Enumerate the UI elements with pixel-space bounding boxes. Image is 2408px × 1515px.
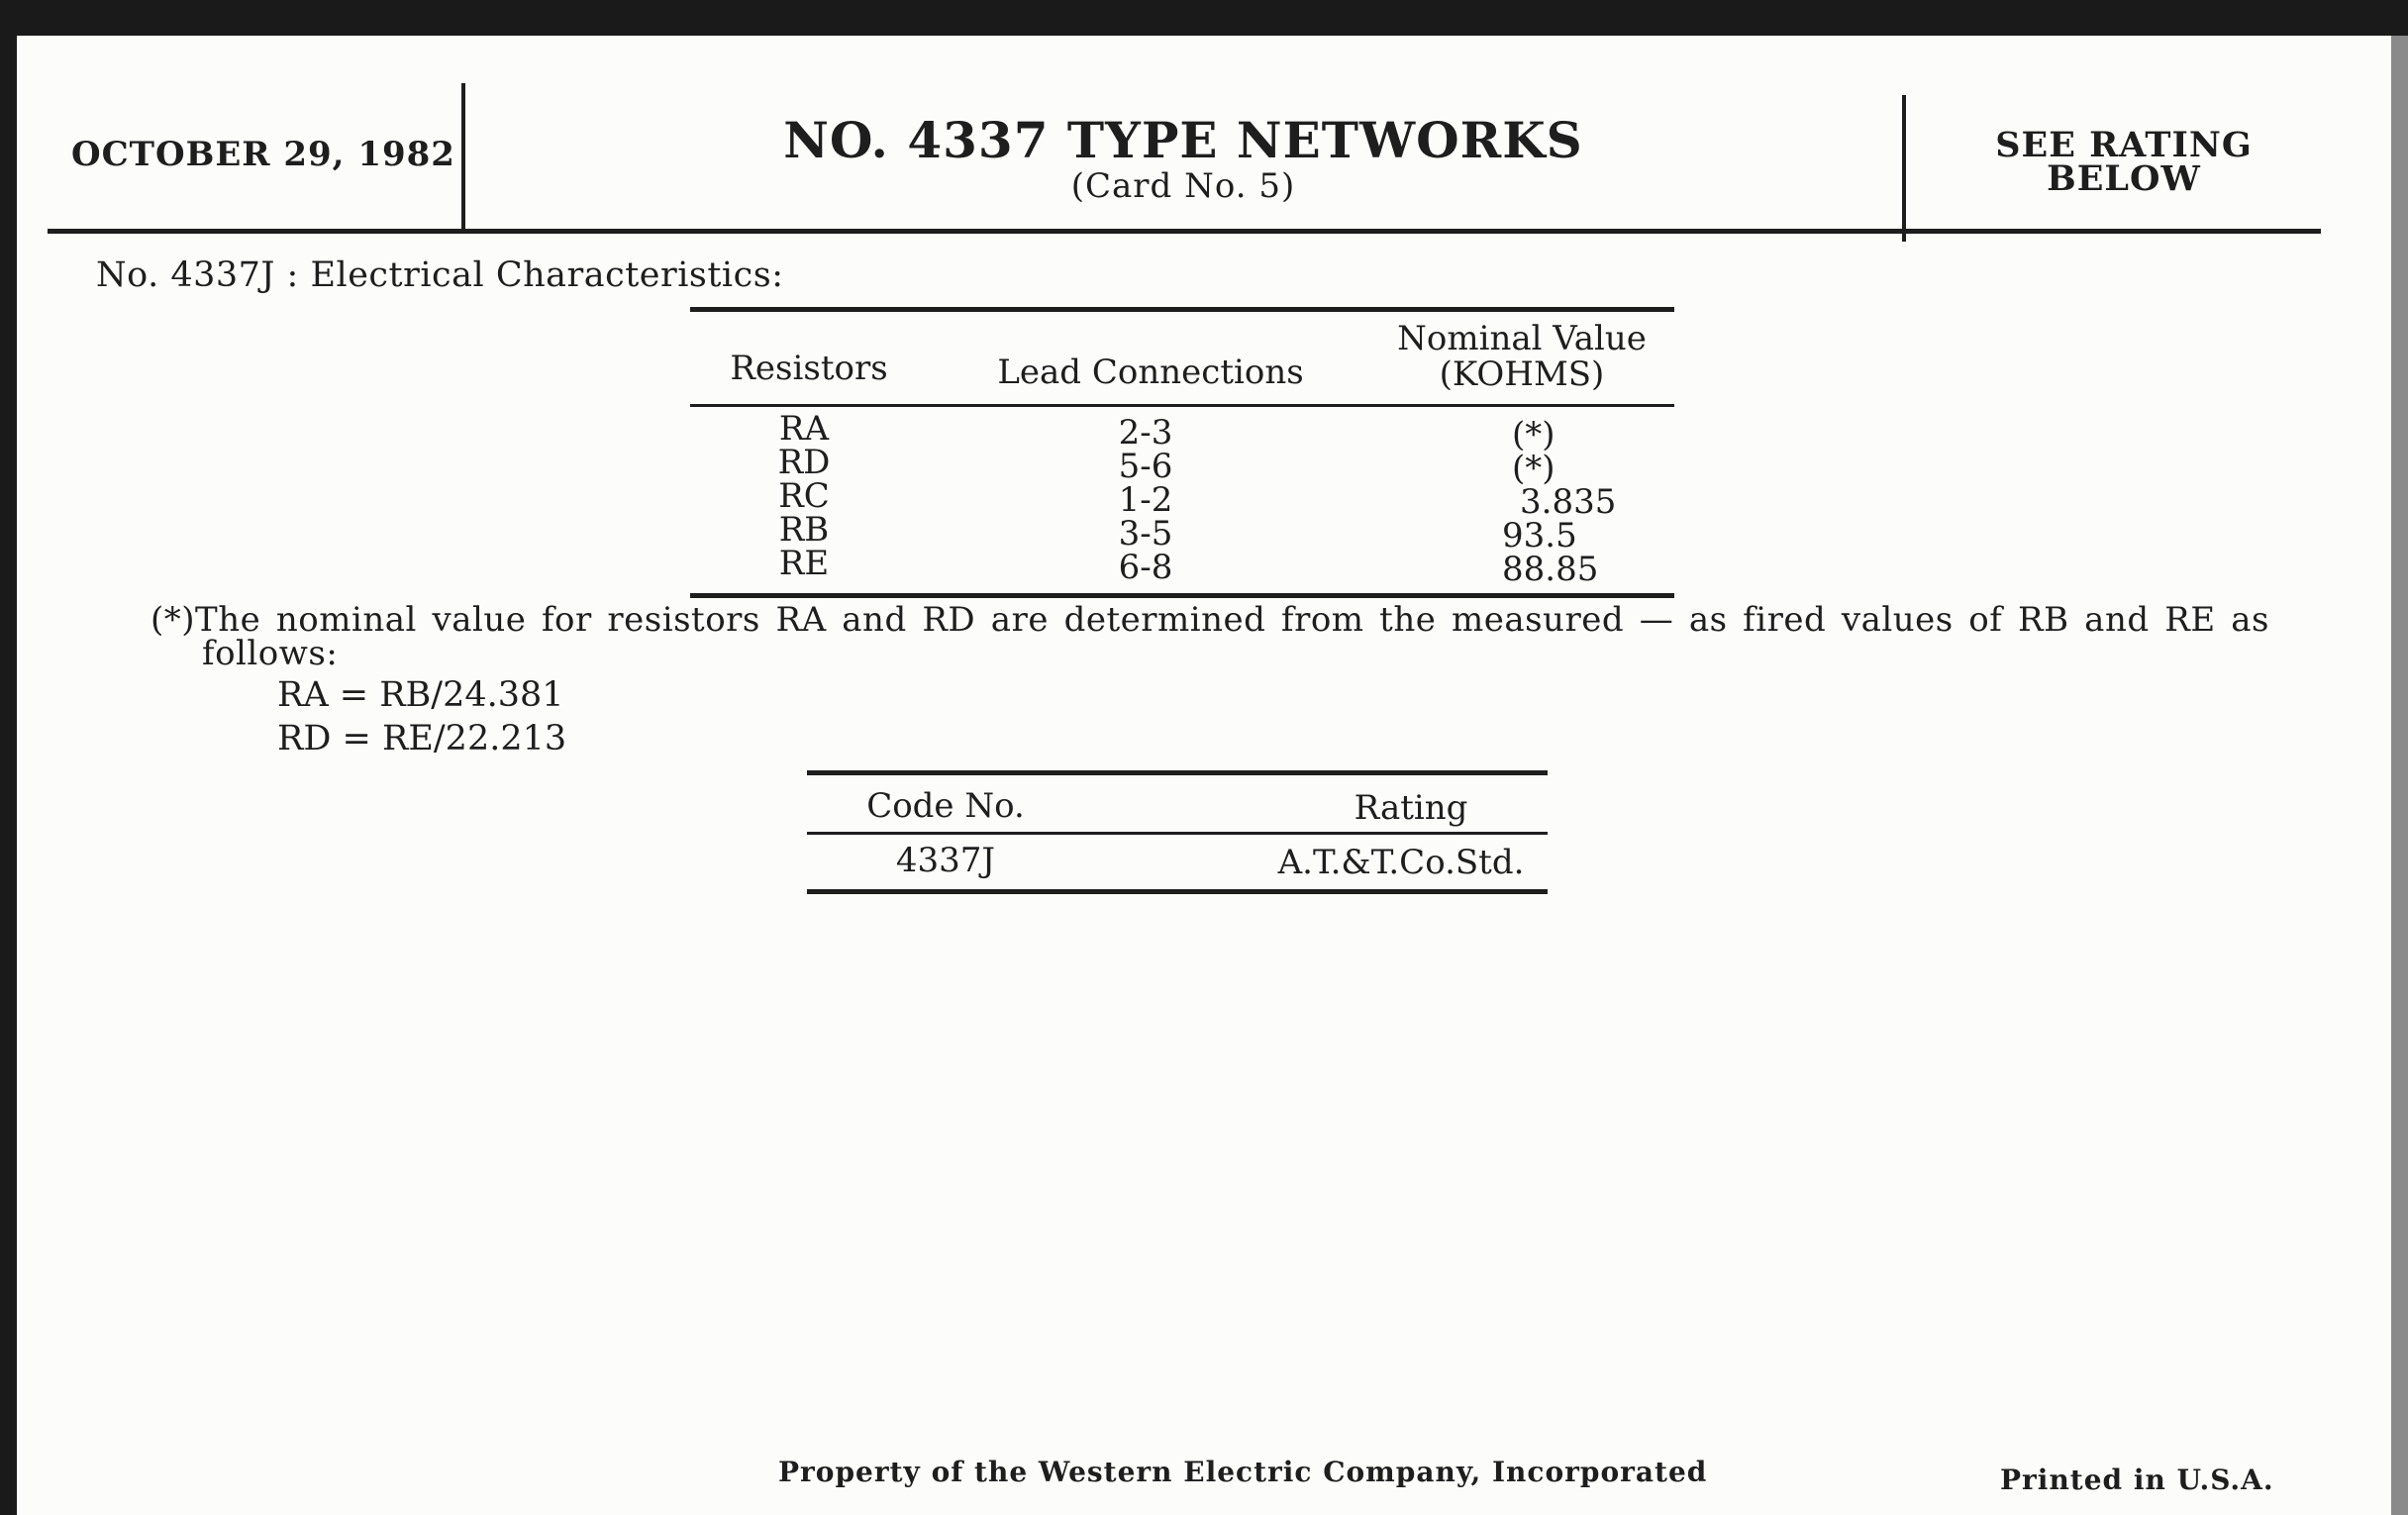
rating-table: [807, 770, 1548, 899]
cell-rating: A.T.&T.Co.Std.: [1277, 843, 1525, 882]
cell-resistor: RC: [778, 476, 830, 516]
cell-leads: 6-8: [1118, 548, 1173, 587]
cell-value: 3.835: [1520, 482, 1617, 522]
cell-value: (*): [1512, 415, 1555, 454]
column-header-resistors: Resistors: [730, 349, 888, 388]
footnote-text: (*)The nominal value for resistors RA and RD are determined from the measured — as fired values of RB and RE as: [150, 600, 2269, 640]
rating-table-top-rule: [807, 770, 1548, 775]
rating-note: [1941, 125, 2307, 199]
cell-resistor: RE: [778, 544, 830, 583]
cell-code: 4337J: [895, 841, 996, 880]
rating-note-line2: BELOW: [2047, 158, 2201, 199]
rating-table-bottom-rule: [807, 889, 1548, 894]
cell-value: 93.5: [1502, 516, 1577, 556]
table-top-rule: [690, 307, 1674, 312]
cell-resistor: RB: [778, 510, 830, 550]
table-bottom-rule: [690, 593, 1674, 598]
cell-value: (*): [1512, 449, 1555, 488]
footer-printed: Printed in U.S.A.: [2000, 1464, 2274, 1496]
table-header-rule: [690, 404, 1674, 407]
header-divider-right: [1902, 95, 1906, 242]
table-column-values: [1502, 415, 1641, 589]
resistor-table: [690, 307, 1674, 604]
section-heading: No. 4337J : Electrical Characteristics:: [96, 255, 784, 295]
rating-table-header-rule: [807, 832, 1548, 835]
equation-rd: RD = RE/22.213: [277, 719, 567, 758]
document-date: OCTOBER 29, 1982: [71, 135, 455, 174]
page-title: NO. 4337 TYPE NETWORKS: [783, 111, 1583, 169]
cell-leads: 3-5: [1118, 514, 1173, 554]
cell-leads: 1-2: [1118, 480, 1173, 520]
page-subtitle: (Card No. 5): [1070, 166, 1296, 206]
column-header-lead-connections: Lead Connections: [997, 353, 1304, 392]
header-rule: [48, 229, 2321, 234]
footnote-continuation: follows:: [202, 634, 339, 673]
card-edge: [2391, 36, 2408, 1515]
column-header-nominal-value: Nominal Value: [1397, 319, 1647, 358]
column-header-rating: Rating: [1354, 788, 1468, 828]
column-header-code: Code No.: [866, 786, 1025, 826]
footer-property: Property of the Western Electric Company, Incorporated: [778, 1456, 1708, 1488]
cell-leads: 5-6: [1118, 447, 1173, 486]
cell-leads: 2-3: [1118, 413, 1173, 453]
equation-ra: RA = RB/24.381: [277, 675, 564, 715]
rating-note-line1: SEE RATING: [1995, 125, 2253, 165]
cell-value: 88.85: [1502, 550, 1599, 589]
table-column-leads: [1047, 413, 1245, 587]
cell-resistor: RA: [778, 409, 830, 449]
cell-resistor: RD: [777, 443, 831, 482]
column-header-kohms: (KOHMS): [1439, 354, 1605, 394]
table-row: [759, 409, 849, 583]
